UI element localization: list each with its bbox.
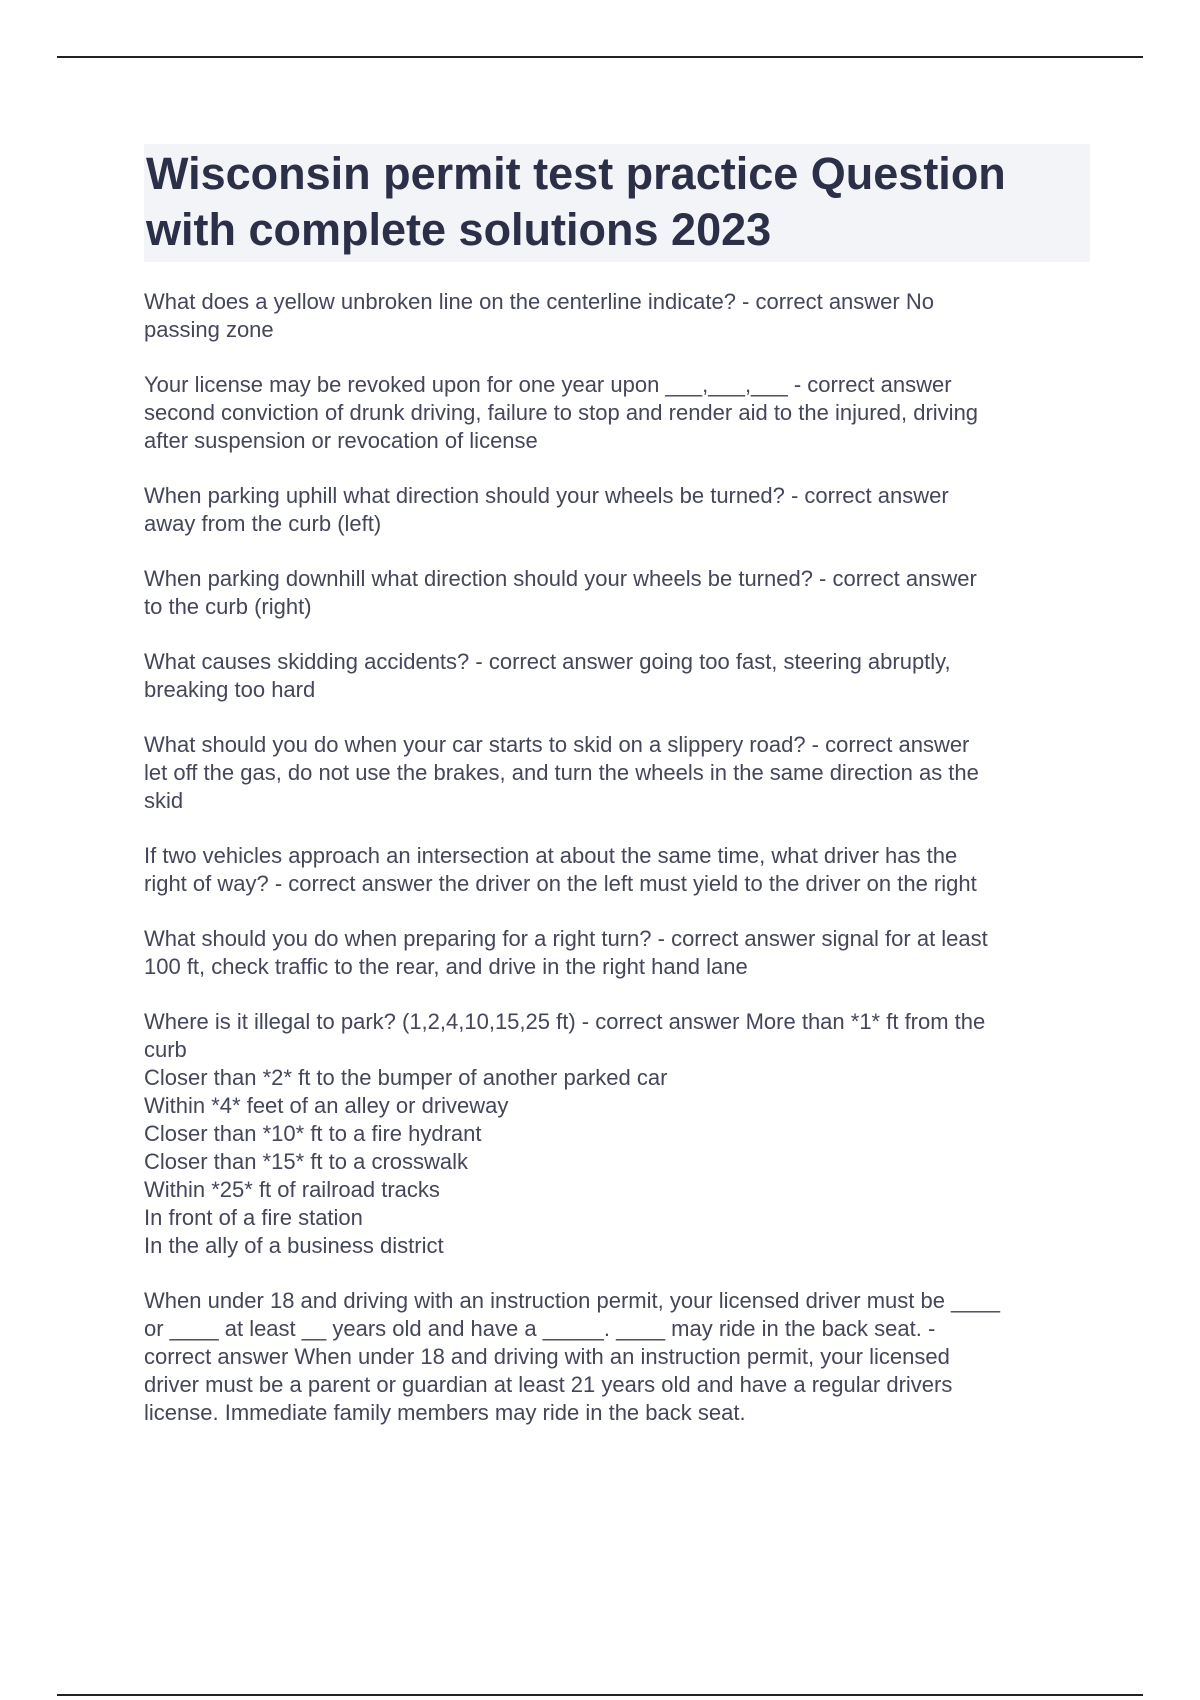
qa-line: let off the gas, do not use the brakes, and turn the wheels in the same direction as the [144, 760, 979, 785]
qa-line: In the ally of a business district [144, 1233, 444, 1258]
qa-item [144, 648, 1090, 704]
title-block [144, 144, 1090, 262]
qa-line: skid [144, 788, 184, 813]
qa-line: When parking downhill what direction should your wheels be turned? - correct answer [144, 566, 977, 591]
qa-line: When parking uphill what direction should your wheels be turned? - correct answer [144, 483, 949, 508]
qa-line: When under 18 and driving with an instruction permit, your licensed driver must be ____ [144, 1288, 1001, 1313]
qa-line: 100 ft, check traffic to the rear, and drive in the right hand lane [144, 954, 748, 979]
qa-line: to the curb (right) [144, 594, 312, 619]
qa-line: What does a yellow unbroken line on the centerline indicate? - correct answer No [144, 289, 934, 314]
qa-line: correct answer When under 18 and driving with an instruction permit, your licensed [144, 1344, 950, 1369]
qa-line: passing zone [144, 317, 274, 342]
qa-line: curb [144, 1037, 187, 1062]
qa-line: What should you do when preparing for a right turn? - correct answer signal for at least [144, 926, 988, 951]
qa-item [144, 842, 1090, 898]
qa-line: Where is it illegal to park? (1,2,4,10,15,25 ft) - correct answer More than *1* ft from the [144, 1009, 986, 1034]
qa-item [144, 1287, 1090, 1427]
qa-item [144, 288, 1090, 344]
footer-rule [57, 1694, 1143, 1696]
qa-line: In front of a fire station [144, 1205, 363, 1230]
qa-line: driver must be a parent or guardian at least 21 years old and have a regular drivers [144, 1372, 953, 1397]
qa-line: If two vehicles approach an intersection at about the same time, what driver has the [144, 843, 958, 868]
header-rule [57, 56, 1143, 58]
qa-line: Your license may be revoked upon for one year upon ___,___,___ - correct answer [144, 372, 952, 397]
qa-line: right of way? - correct answer the driver on the left must yield to the driver on the right [144, 871, 977, 896]
qa-line: Within *4* feet of an alley or driveway [144, 1093, 509, 1118]
qa-item [144, 1008, 1090, 1260]
qa-item [144, 925, 1090, 981]
qa-item [144, 565, 1090, 621]
document-title: Wisconsin permit test practice Question with complete solutions 2023 [146, 148, 1006, 255]
qa-line: license. Immediate family members may ride in the back seat. [144, 1400, 746, 1425]
qa-line: Closer than *2* ft to the bumper of another parked car [144, 1065, 668, 1090]
qa-line: or ____ at least __ years old and have a _____. ____ may ride in the back seat. - [144, 1316, 936, 1341]
qa-line: Within *25* ft of railroad tracks [144, 1177, 440, 1202]
document-body [144, 144, 1090, 1454]
qa-item [144, 731, 1090, 815]
qa-item [144, 482, 1090, 538]
qa-line: Closer than *15* ft to a crosswalk [144, 1149, 469, 1174]
qa-line: What causes skidding accidents? - correct answer going too fast, steering abruptly, [144, 649, 951, 674]
qa-line: away from the curb (left) [144, 511, 382, 536]
qa-line: Closer than *10* ft to a fire hydrant [144, 1121, 482, 1146]
qa-item [144, 371, 1090, 455]
qa-line: What should you do when your car starts to skid on a slippery road? - correct answer [144, 732, 970, 757]
qa-line: after suspension or revocation of license [144, 428, 538, 453]
qa-line: breaking too hard [144, 677, 316, 702]
qa-line: second conviction of drunk driving, failure to stop and render aid to the injured, driving [144, 400, 979, 425]
